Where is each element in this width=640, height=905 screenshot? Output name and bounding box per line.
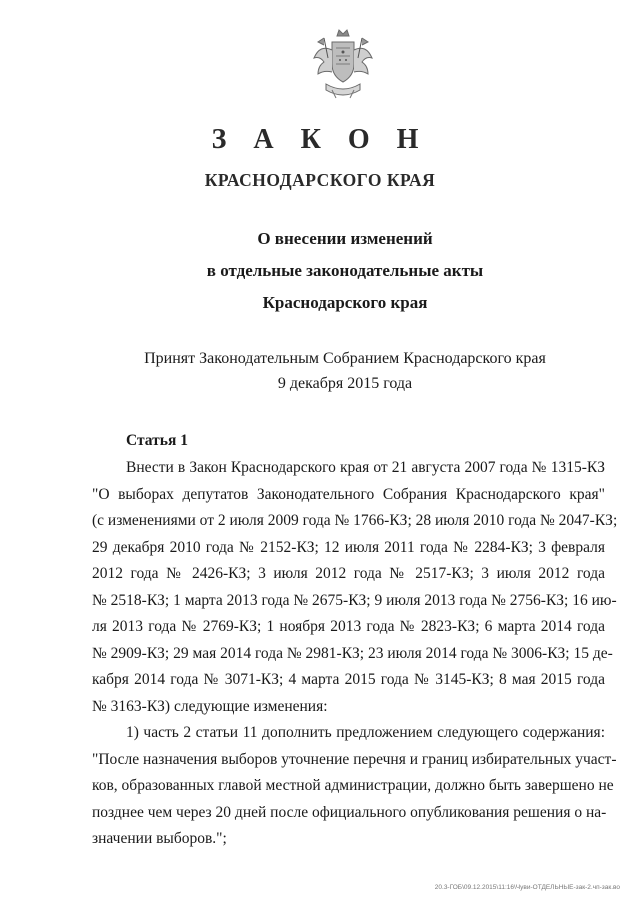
heading-line-2: в отдельные законодательные акты — [206, 261, 484, 280]
body-line: 29 декабря 2010 года № 2152-КЗ; 12 июля 2011 года № 2284-КЗ; 3 февраля — [92, 539, 605, 556]
body-line: № 2909-КЗ; 29 мая 2014 года № 2981-КЗ; 23 июля 2014 года № 3006-КЗ; 15 де- — [92, 645, 613, 662]
heading-line-3: Краснодарского края — [262, 293, 428, 312]
body-line: 1) часть 2 статьи 11 дополнить предложением следующего содержания: — [126, 724, 605, 741]
heading-line-1: О внесении изменений — [257, 229, 433, 248]
body-line: значении выборов."; — [92, 830, 227, 847]
coat-of-arms-icon — [310, 28, 376, 104]
body-line: ля 2013 года № 2769-КЗ; 1 ноября 2013 года № 2823-КЗ; 6 марта 2014 года — [92, 618, 605, 635]
body-line: кабря 2014 года № 3071-КЗ; 4 марта 2015 года № 3145-КЗ; 8 мая 2015 года — [92, 671, 605, 688]
body-line: 2012 года № 2426-КЗ; 3 июля 2012 года № 2517-КЗ; 3 июля 2012 года — [92, 565, 605, 582]
body-line: (с изменениями от 2 июля 2009 года № 1766-КЗ; 28 июля 2010 года № 2047-КЗ; — [92, 512, 618, 529]
footer-file-stamp: 20.3-ГОБ\09.12.2015\11:16\Чуви-ОТДЕЛЬНЫЕ-зак-2.чп-зак.во — [434, 884, 620, 891]
body-line: позднее чем через 20 дней после официального опубликования решения о на- — [92, 804, 607, 821]
adoption-date: 9 декабря 2015 года — [277, 375, 413, 392]
document-subtitle: КРАСНОДАРСКОГО КРАЯ — [204, 170, 436, 190]
body-line: Внести в Закон Краснодарского края от 21 августа 2007 года № 1315-КЗ — [126, 459, 605, 476]
body-line: ков, образованных главой местной администрации, должно быть завершено не — [92, 777, 614, 794]
article-title: Статья 1 — [126, 432, 188, 449]
body-line: "После назначения выборов уточнение перечня и границ избирательных участ- — [92, 751, 617, 768]
body-line: № 3163-КЗ) следующие изменения: — [92, 698, 328, 715]
body-line: № 2518-КЗ; 1 марта 2013 года № 2675-КЗ; 9 июля 2013 года № 2756-КЗ; 16 ию- — [92, 592, 617, 609]
document-title: З А К О Н — [211, 124, 429, 155]
body-line: "О выборах депутатов Законодательного Собрания Краснодарского края" — [92, 486, 605, 503]
adoption-text: Принят Законодательным Собранием Краснодарского края — [144, 350, 546, 367]
